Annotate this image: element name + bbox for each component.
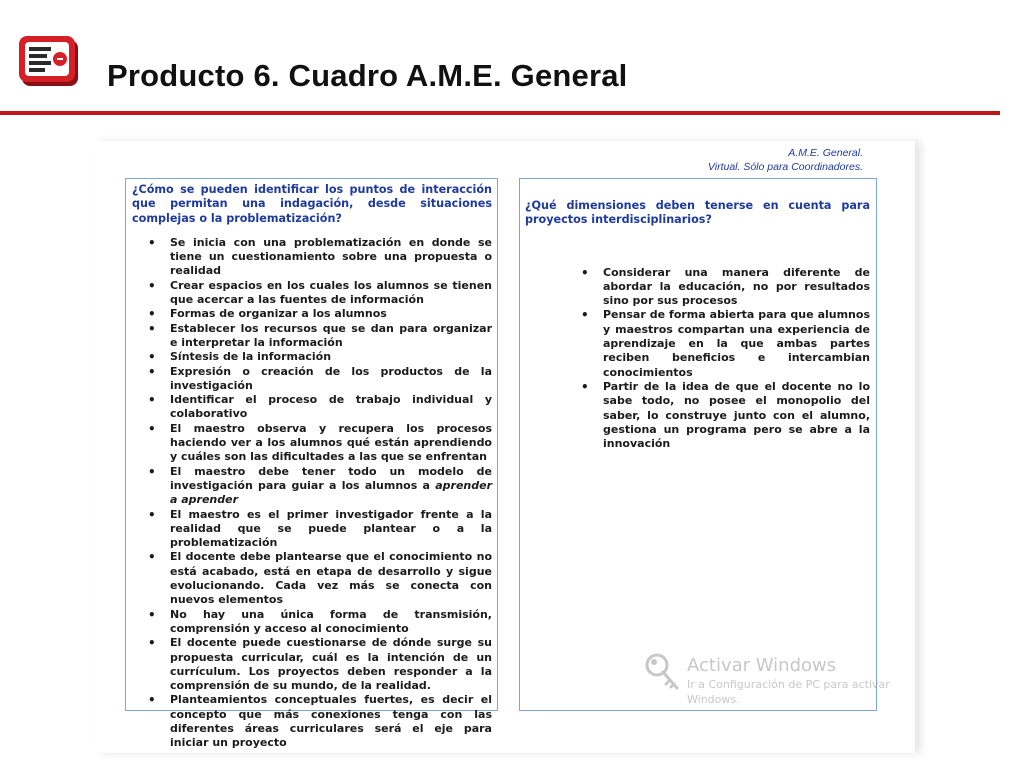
left-question-box [125, 178, 498, 750]
list-item: • Síntesis de la información [170, 350, 492, 364]
list-item: • Crear espacios en los cuales los alumnos se tienen que acercar a las fuentes de información [170, 279, 492, 308]
right-question-box [519, 178, 877, 711]
list-item: • El maestro es el primer investigador frente a la realidad que se puede plantear o a la problematización [170, 508, 492, 551]
document-label-line2: Virtual. Sólo para Coordinadores. [707, 161, 863, 173]
list-item: • Pensar de forma abierta para que alumnos y maestros compartan una experiencia de aprendizaje en la que ambas partes reciben beneficios e intercambian conocimientos [603, 308, 870, 379]
left-bullet-list [132, 236, 492, 751]
list-item: • Expresión o creación de los productos de la investigación [170, 365, 492, 394]
list-item-emphasis: aprender a aprender [170, 478, 492, 507]
key-icon [643, 652, 683, 692]
document-label [708, 146, 863, 174]
presentation-logo-icon [16, 32, 84, 94]
list-item: • No hay una única forma de transmisión, comprensión y acceso al conocimiento [170, 608, 492, 637]
list-item [170, 465, 492, 508]
activation-watermark [643, 652, 913, 712]
list-item: • Formas de organizar a los alumnos [170, 307, 492, 321]
list-item: • Se inicia con una problematización en donde se tiene un cuestionamiento sobre una propuesta o realidad [170, 236, 492, 279]
list-item: • El maestro observa y recupera los procesos haciendo ver a los alumnos qué están aprendiendo y cuáles son las dificultades a las que se enfrentan [170, 422, 492, 465]
list-item: • El docente debe plantearse que el conocimiento no está acabado, está en etapa de desarrollo y sigue evolucionando. Cada vez más se conecta con nuevos elementos [170, 550, 492, 607]
list-item: • El docente puede cuestionarse de dónde surge su propuesta curricular, cuál es la intención de un currículum. Los proyectos deben responder a la comprensión de su mundo, de la realidad. [170, 636, 492, 693]
left-question: ¿Cómo se pueden identificar los puntos de interacción que permitan una indagación, desde situaciones complejas o la problematización? [132, 183, 492, 225]
right-question: ¿Qué dimensiones deben tenerse en cuenta para proyectos interdisciplinarios? [525, 199, 870, 227]
watermark-title: Activar Windows [687, 655, 837, 676]
title-underline [0, 111, 1000, 115]
watermark-subtitle: Ir a Configuración de PC para activar Windows. [687, 678, 890, 706]
list-item: • Planteamientos conceptuales fuertes, es decir el concepto que más conexiones tenga con las diferentes áreas curriculares será el eje para iniciar un proyecto [170, 693, 492, 750]
right-bullet-list [525, 266, 870, 452]
list-item-text: El maestro debe tener todo un modelo de investigación para guiar a los alumnos a [170, 464, 492, 492]
list-item: • Considerar una manera diferente de abordar la educación, no por resultados sino por sus procesos [603, 266, 870, 309]
document-label-line1: A.M.E. General. [788, 147, 863, 159]
slide-title: Producto 6. Cuadro A.M.E. General [107, 58, 628, 93]
list-item: • Establecer los recursos que se dan para organizar e interpretar la información [170, 322, 492, 351]
list-item: • Identificar el proceso de trabajo individual y colaborativo [170, 393, 492, 422]
list-item: • Partir de la idea de que el docente no lo sabe todo, no posee el monopolio del saber, lo construye junto con el alumno, gestiona un programa pero se abre a la innovación [603, 380, 870, 451]
